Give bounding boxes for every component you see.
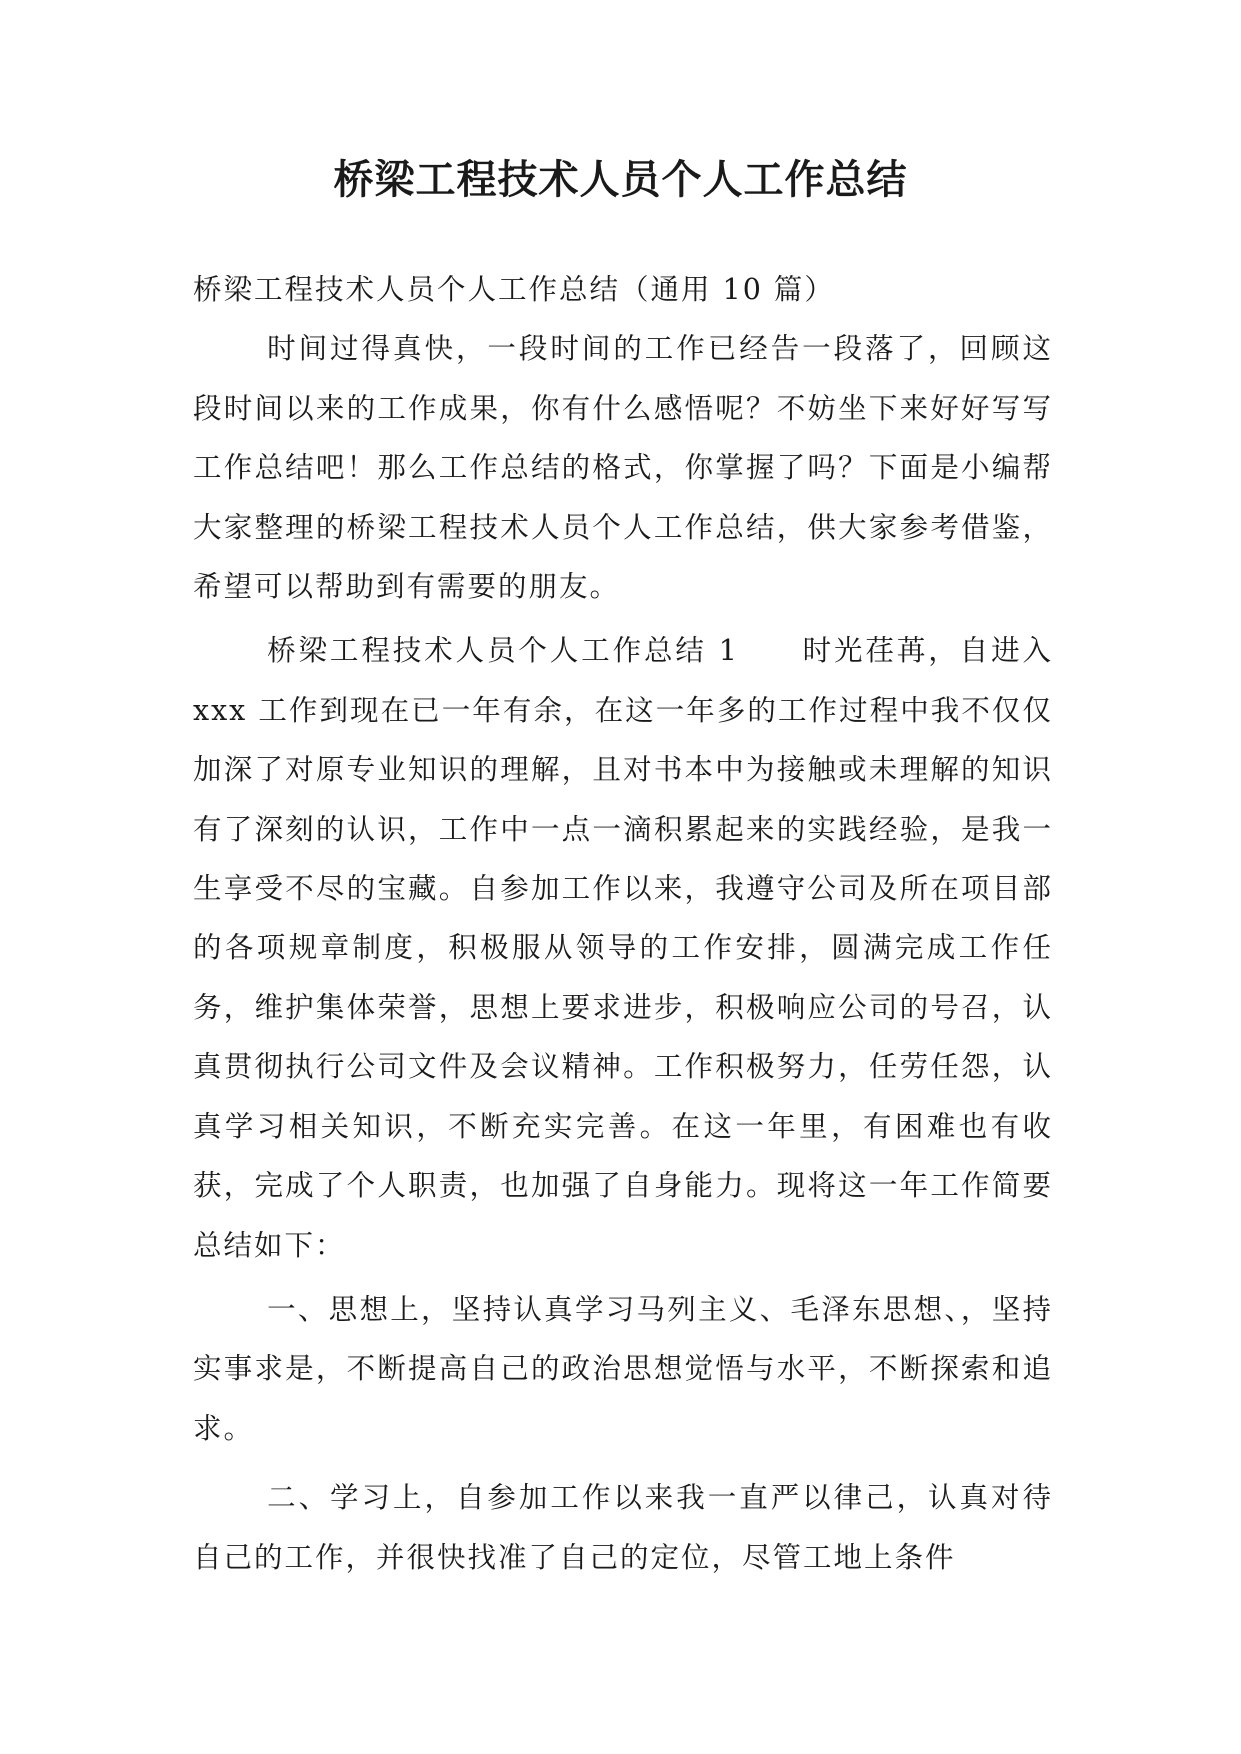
thought-paragraph: 一、思想上，坚持认真学习马列主义、毛泽东思想、，坚持实事求是，不断提高自己的政治思想觉悟与水平，不断探索和追求。 [193,1292,1053,1445]
document-subtitle: 桥梁工程技术人员个人工作总结（通用 10 篇） [193,273,835,306]
document-title: 桥梁工程技术人员个人工作总结 [333,157,908,203]
study-paragraph: 二、学习上，自参加工作以来我一直严以律己，认真对待自己的工作，并很快找准了自己的定位，尽管工地上条件 [193,1481,1053,1574]
intro-paragraph: 时间过得真快，一段时间的工作已经告一段落了，回顾这段时间以来的工作成果，你有什么感悟呢？不妨坐下来好好写写工作总结吧！那么工作总结的格式，你掌握了吗？下面是小编帮大家整理的桥梁工程技术人员个人工作总结，供大家参考借鉴，希望可以帮助到有需要的朋友。 [193,332,1053,604]
summary-1-paragraph: 桥梁工程技术人员个人工作总结 1 时光荏苒，自进入 xxx 工作到现在已一年有余，在这一年多的工作过程中我不仅仅加深了对原专业知识的理解，且对书本中为接触或未理解的知识有了深刻的认识，工作中一点一滴积累起来的实践经验，是我一生享受不尽的宝藏。自参加工作以来，我遵守公司及所在项目部的各项规章制度，积极服从领导的工作安排，圆满完成工作任务，维护集体荣誉，思想上要求进步，积极响应公司的号召，认真贯彻执行公司文件及会议精神。工作积极努力，任劳任怨，认真学习相关知识，不断充实完善。在这一年里，有困难也有收获，完成了个人职责，也加强了自身能力。现将这一年工作简要总结如下： [193,634,1053,1262]
document-body [193,260,1053,1587]
